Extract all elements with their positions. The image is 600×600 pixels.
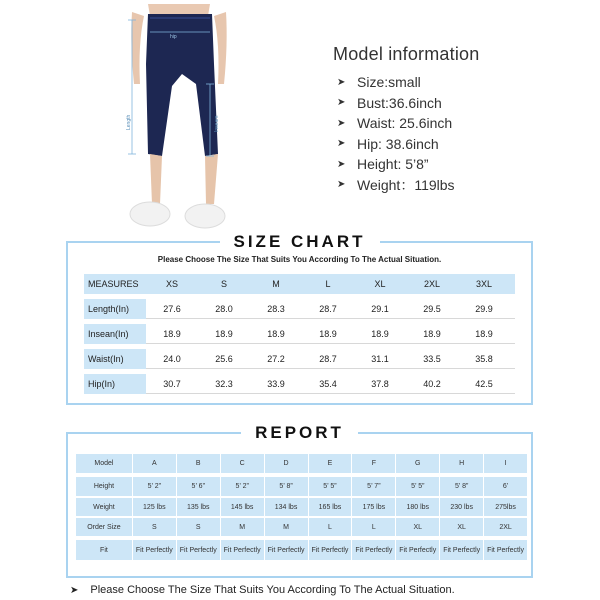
report-title: REPORT [241,423,358,443]
table-cell: 27.2 [267,353,285,364]
table-cell: 28.7 [319,353,337,364]
table-cell: D [265,454,308,473]
table-cell: 35.4 [319,378,337,389]
table-row [76,498,528,516]
size-header: L [325,279,331,289]
footer-note-text: Please Choose The Size That Suits You According To The Actual Situation. [90,584,455,596]
table-cell: 18.9 [267,328,285,339]
table-cell: 5’ 5” [309,477,352,496]
size-chart [66,232,533,405]
size-header: 3XL [475,279,492,289]
arrow-icon: ➤ [70,584,79,596]
table-cell: 125 lbs [133,498,176,516]
table-cell: 18.9 [371,328,389,339]
table-cell: 29.1 [371,303,389,314]
table-cell: 42.5 [475,378,493,389]
inseam-measure-label: Inseam [214,115,220,132]
table-row [84,349,515,369]
table-cell: XL [440,518,483,536]
model-info-item: ➤ Weight：119lbs [333,175,583,196]
table-cell: 29.5 [423,303,441,314]
size-header: XL [374,279,386,289]
size-header: 2XL [423,279,440,289]
table-cell: XL [396,518,439,536]
table-cell: 28.0 [215,303,233,314]
table-cell: Fit Perfectly [265,540,308,560]
table-cell: 25.6 [215,353,233,364]
table-cell: 31.1 [371,353,389,364]
table-cell: 2XL [484,518,527,536]
table-cell: M [265,518,308,536]
table-row [76,454,528,473]
length-measure-label: Length [126,114,132,130]
measures-header: MEASURES [88,279,139,289]
arrow-icon: ➤ [337,138,346,150]
row-label: Insean(In) [84,324,146,344]
row-label: Weight [76,498,132,516]
size-header: M [272,279,280,289]
table-cell: 135 lbs [177,498,220,516]
product-photo [110,4,250,236]
table-cell: 37.8 [371,378,389,389]
model-info-item: ➤ Waist: 25.6inch [333,113,583,134]
table-cell: Fit Perfectly [133,540,176,560]
table-cell: M [221,518,264,536]
table-cell: 35.8 [475,353,493,364]
table-cell: L [352,518,395,536]
table-cell: B [177,454,220,473]
table-cell: Fit Perfectly [177,540,220,560]
table-cell: L [309,518,352,536]
size-chart-header-row [84,274,515,294]
row-label: Model [76,454,132,473]
arrow-icon: ➤ [337,76,346,88]
table-cell: 18.9 [475,328,493,339]
model-information [333,44,583,195]
size-chart-subtitle: Please Choose The Size That Suits You According To The Actual Situation. [157,255,442,264]
table-cell: 145 lbs [221,498,264,516]
table-cell: H [440,454,483,473]
table-cell: E [309,454,352,473]
table-row [76,518,528,536]
table-cell: A [133,454,176,473]
arrow-icon: ➤ [337,179,346,191]
table-cell: 5’ 2” [221,477,264,496]
table-cell: 33.5 [423,353,441,364]
table-cell: Fit Perfectly [484,540,527,560]
table-row [76,477,528,496]
table-cell: 24.0 [163,353,181,364]
table-cell: 18.9 [215,328,233,339]
row-label: Fit [76,540,132,560]
table-cell: 5’ 7” [352,477,395,496]
arrow-icon: ➤ [337,117,346,129]
table-row [84,324,515,344]
model-info-item: ➤ Size:small [333,72,583,93]
arrow-icon: ➤ [337,158,346,170]
table-cell: 5’ 2” [133,477,176,496]
table-cell: G [396,454,439,473]
table-cell: Fit Perfectly [396,540,439,560]
table-cell: 175 lbs [352,498,395,516]
table-cell: 180 lbs [396,498,439,516]
table-cell: 18.9 [163,328,181,339]
table-cell: C [221,454,264,473]
row-label: Height [76,477,132,496]
table-cell: F [352,454,395,473]
fit-report [66,423,533,578]
model-info-title: Model information [333,44,480,64]
row-label: Length(In) [84,299,146,319]
table-cell: 6’ [484,477,527,496]
table-cell: 5’ 8” [265,477,308,496]
model-info-item: ➤ Height: 5’8” [333,154,583,175]
table-cell: 40.2 [423,378,441,389]
table-cell: 165 lbs [309,498,352,516]
table-cell: 30.7 [163,378,181,389]
table-cell: 32.3 [215,378,233,389]
table-cell: 28.7 [319,303,337,314]
table-cell: 18.9 [423,328,441,339]
size-header: XS [165,279,178,289]
footer-note [70,584,455,596]
table-row [84,374,515,394]
table-row [84,299,515,319]
arrow-icon: ➤ [337,97,346,109]
model-info-list [333,72,583,195]
size-chart-title: SIZE CHART [220,232,380,252]
table-cell: 5’ 8” [440,477,483,496]
table-row [76,540,528,560]
row-label: Hip(In) [84,374,146,394]
table-cell: Fit Perfectly [221,540,264,560]
table-cell: Fit Perfectly [352,540,395,560]
model-info-item: ➤ Bust:36.6inch [333,93,583,114]
table-cell: 275lbs [484,498,527,516]
table-cell: 5’ 5” [396,477,439,496]
table-cell: 5’ 6” [177,477,220,496]
row-label: Waist(In) [84,349,146,369]
size-header: S [220,279,227,289]
table-cell: 33.9 [267,378,285,389]
table-cell: Fit Perfectly [309,540,352,560]
hip-measure-label: hip [170,34,177,40]
table-cell: I [484,454,527,473]
table-cell: 134 lbs [265,498,308,516]
table-cell: 27.6 [163,303,181,314]
table-cell: Fit Perfectly [440,540,483,560]
row-label: Order Size [76,518,132,536]
table-cell: S [177,518,220,536]
table-cell: 29.9 [475,303,493,314]
table-cell: 28.3 [267,303,285,314]
table-cell: S [133,518,176,536]
table-cell: 18.9 [319,328,337,339]
table-cell: 230 lbs [440,498,483,516]
model-info-item: ➤ Hip: 38.6inch [333,134,583,155]
